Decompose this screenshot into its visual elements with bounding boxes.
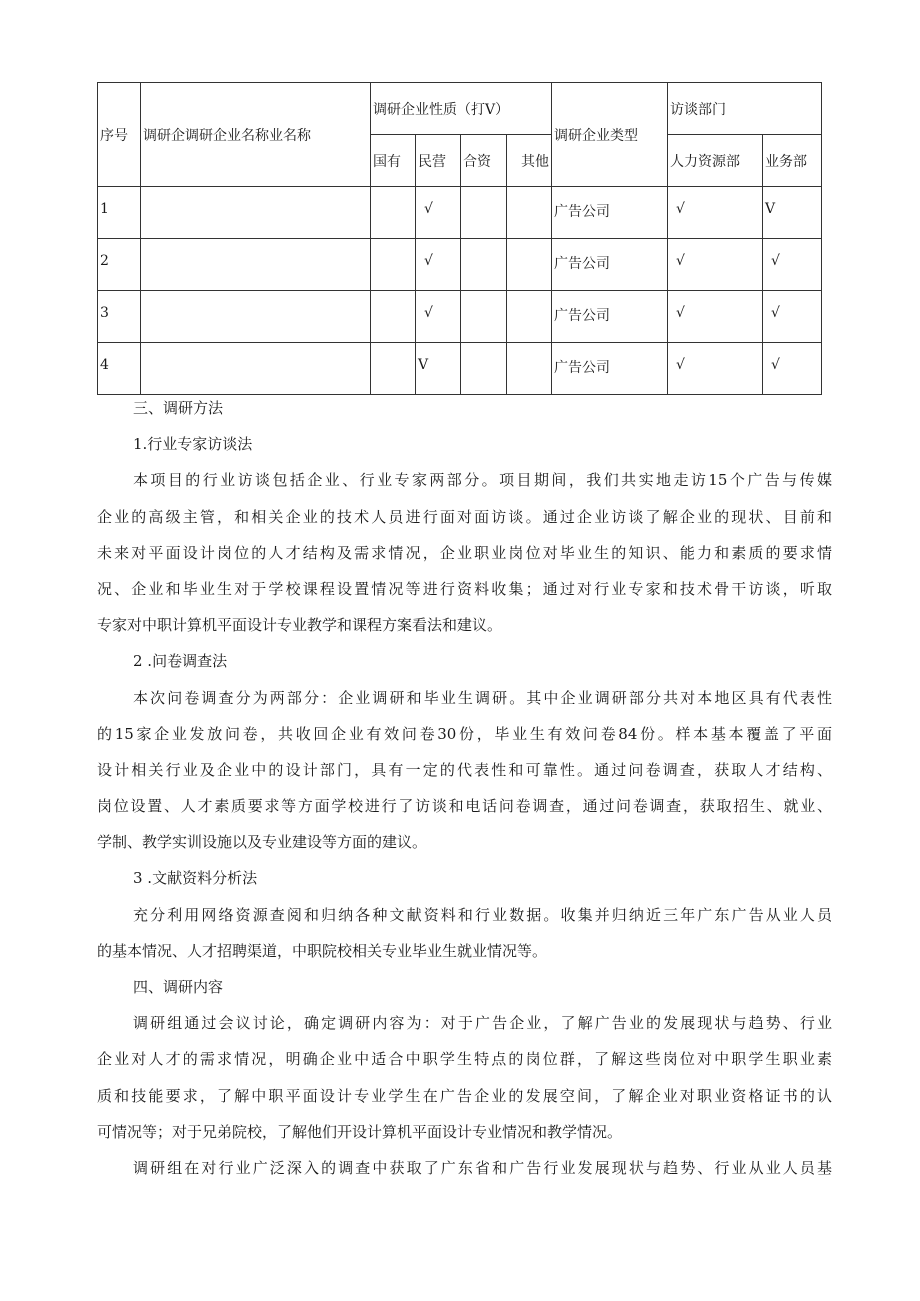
header-name: 调研企调研企业名称业名称 bbox=[141, 83, 371, 187]
paragraph-line: 况、企业和毕业生对于学校课程设置情况等进行资料收集；通过对行业专家和技术骨干访谈，听取 bbox=[97, 579, 832, 598]
paragraph-line: 充分利用网络资源查阅和归纳各种文献资料和行业数据。收集并归纳近三年广东广告从业人员 bbox=[133, 905, 832, 924]
survey-enterprise-table bbox=[97, 82, 822, 395]
table-row bbox=[98, 343, 822, 395]
section-heading: 三、调研方法 bbox=[133, 399, 224, 417]
cell-qita bbox=[507, 239, 552, 291]
table-row bbox=[98, 291, 822, 343]
header-dept: 访谈部门 bbox=[668, 83, 822, 135]
paragraph-line: 可情况等；对于兄弟院校，了解他们开设计算机平面设计专业情况和教学情况。 bbox=[97, 1122, 623, 1141]
cell-biz: V bbox=[763, 187, 822, 239]
cell-hr: √ bbox=[668, 343, 763, 395]
cell-hr: √ bbox=[668, 239, 763, 291]
cell-qita bbox=[507, 187, 552, 239]
cell-qita bbox=[507, 291, 552, 343]
cell-minying: √ bbox=[416, 239, 461, 291]
header-minying: 民营 bbox=[416, 135, 461, 187]
paragraph-line: 本项目的行业访谈包括企业、行业专家两部分。项目期间，我们共实地走访15个广告与传媒 bbox=[133, 471, 832, 490]
section-heading: 四、调研内容 bbox=[133, 978, 224, 996]
header-hr: 人力资源部 bbox=[668, 135, 763, 187]
cell-guoyou bbox=[371, 343, 416, 395]
paragraph-line: 专家对中职计算机平面设计专业教学和课程方案看法和建议。 bbox=[97, 616, 503, 635]
cell-hezi bbox=[461, 187, 507, 239]
cell-minying: √ bbox=[416, 291, 461, 343]
paragraph-line: 调研组在对行业广泛深入的调查中获取了广东省和广告行业发展现状与趋势、行业从业人员基 bbox=[133, 1158, 832, 1177]
cell-seq: 2 bbox=[98, 239, 141, 291]
cell-hezi bbox=[461, 291, 507, 343]
table-row bbox=[98, 239, 822, 291]
cell-guoyou bbox=[371, 187, 416, 239]
header-type: 调研企业类型 bbox=[552, 83, 668, 187]
section-heading: 2 .问卷调查法 bbox=[133, 652, 228, 671]
cell-type: 广告公司 bbox=[552, 291, 668, 343]
cell-guoyou bbox=[371, 239, 416, 291]
cell-biz: √ bbox=[763, 239, 822, 291]
cell-biz: √ bbox=[763, 291, 822, 343]
paragraph-line: 的15家企业发放问卷，共收回企业有效问卷30份，毕业生有效问卷84份。样本基本覆盖了平面 bbox=[97, 724, 832, 743]
cell-hr: √ bbox=[668, 291, 763, 343]
cell-seq: 3 bbox=[98, 291, 141, 343]
cell-minying: √ bbox=[416, 187, 461, 239]
paragraph-line: 本次问卷调查分为两部分：企业调研和毕业生调研。其中企业调研部分共对本地区具有代表性 bbox=[133, 688, 832, 707]
table-row bbox=[98, 187, 822, 239]
cell-seq: 4 bbox=[98, 343, 141, 395]
header-seq: 序号 bbox=[98, 83, 141, 187]
paragraph-line: 设计相关行业及企业中的设计部门，具有一定的代表性和可靠性。通过问卷调查，获取人才结构、 bbox=[97, 760, 832, 779]
cell-hezi bbox=[461, 343, 507, 395]
document-body bbox=[97, 390, 832, 1186]
header-hezi: 合资 bbox=[461, 135, 507, 187]
cell-qita bbox=[507, 343, 552, 395]
cell-name bbox=[141, 291, 371, 343]
header-biz: 业务部 bbox=[763, 135, 822, 187]
paragraph-line: 学制、教学实训设施以及专业建设等方面的建议。 bbox=[97, 833, 428, 852]
cell-type: 广告公司 bbox=[552, 239, 668, 291]
cell-name bbox=[141, 187, 371, 239]
cell-name bbox=[141, 343, 371, 395]
paragraph-line: 调研组通过会议讨论，确定调研内容为：对于广告企业，了解广告业的发展现状与趋势、行业 bbox=[133, 1014, 832, 1033]
cell-seq: 1 bbox=[98, 187, 141, 239]
section-heading: 1.行业专家访谈法 bbox=[133, 435, 253, 454]
header-qita: 其他 bbox=[507, 135, 552, 187]
cell-name bbox=[141, 239, 371, 291]
cell-guoyou bbox=[371, 291, 416, 343]
section-heading: 3 .文献资料分析法 bbox=[133, 869, 258, 888]
cell-hr: √ bbox=[668, 187, 763, 239]
cell-type: 广告公司 bbox=[552, 343, 668, 395]
header-guoyou: 国有 bbox=[371, 135, 416, 187]
cell-minying: V bbox=[416, 343, 461, 395]
cell-hezi bbox=[461, 239, 507, 291]
paragraph-line: 未来对平面设计岗位的人才结构及需求情况，企业职业岗位对毕业生的知识、能力和素质的要求情 bbox=[97, 543, 832, 562]
paragraph-line: 企业对人才的需求情况，明确企业中适合中职学生特点的岗位群，了解这些岗位对中职学生职业素 bbox=[97, 1050, 832, 1069]
paragraph-line: 质和技能要求，了解中职平面设计专业学生在广告企业的发展空间，了解企业对职业资格证书的认 bbox=[97, 1086, 832, 1105]
cell-biz: √ bbox=[763, 343, 822, 395]
cell-type: 广告公司 bbox=[552, 187, 668, 239]
paragraph-line: 的基本情况、人才招聘渠道，中职院校相关专业毕业生就业情况等。 bbox=[97, 941, 548, 960]
paragraph-line: 岗位设置、人才素质要求等方面学校进行了访谈和电话问卷调查，通过问卷调查，获取招生、就业、 bbox=[97, 797, 832, 816]
header-nature: 调研企业性质（打V） bbox=[371, 83, 552, 135]
paragraph-line: 企业的高级主管，和相关企业的技术人员进行面对面访谈。通过企业访谈了解企业的现状、目前和 bbox=[97, 507, 832, 526]
